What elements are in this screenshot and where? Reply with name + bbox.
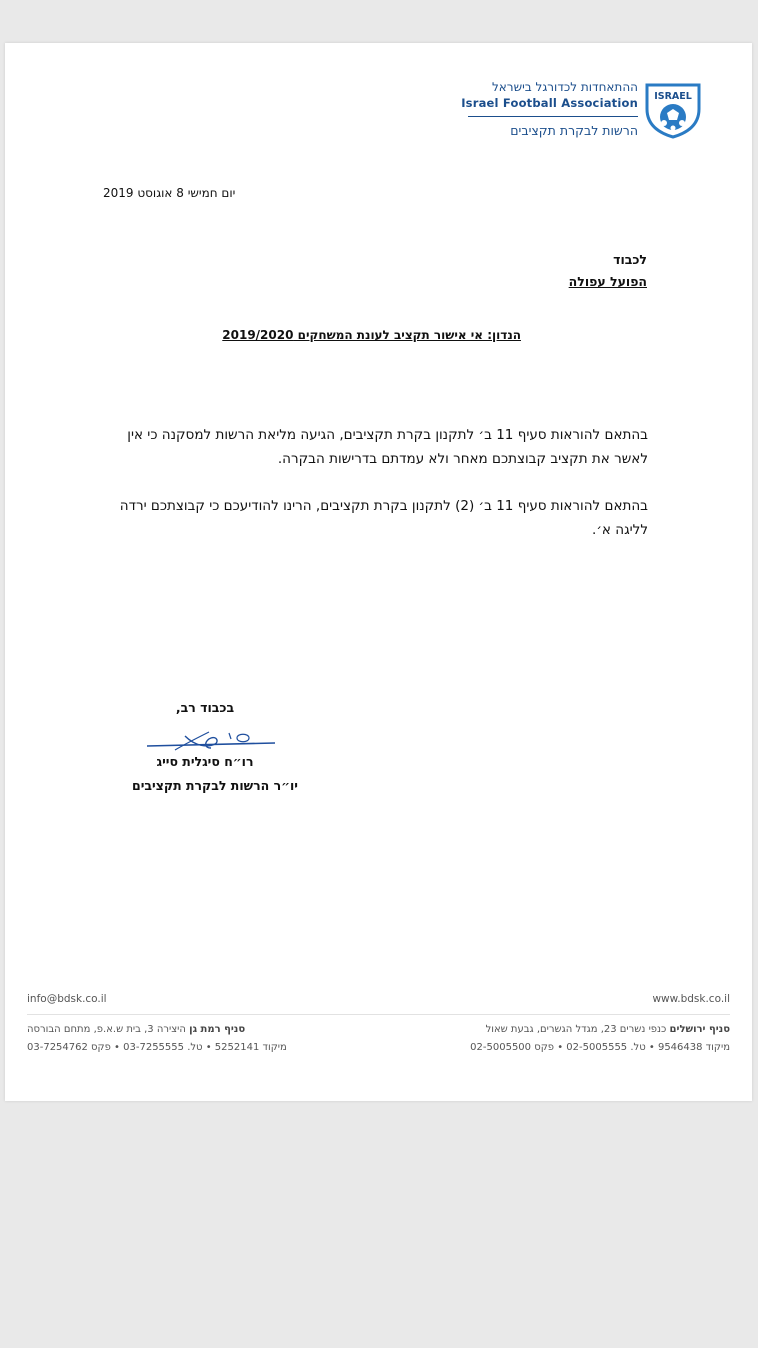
letter-date: יום חמישי 8 אוגוסט 2019 — [103, 186, 236, 200]
footer-ramat-gan-address — [27, 1024, 245, 1035]
org-name-english: Israel Football Association — [461, 96, 638, 110]
recipient-name: הפועל עפולה — [568, 274, 647, 289]
signer-name: רו״ח סיגלית סייג — [156, 754, 254, 769]
jerusalem-address: כנפי נשרים 23, מגדל הגשרים, גבעת שאול — [485, 1024, 667, 1035]
footer-jerusalem-address — [486, 1024, 730, 1035]
letter-subject: הנדון: אי אישור תקציב לעונת המשחקים 2019/2020 — [222, 328, 521, 342]
paragraph-relegation: בהתאם להוראות סעיף 11 ב׳ (2) לתקנון בקרת תקציבים, הרינו להודיעכם כי קבוצתכם ירדה לליגה א׳. — [119, 498, 648, 538]
ifa-logo-icon — [643, 79, 703, 139]
org-name-hebrew: ההתאחדות לכדורגל בישראל — [491, 80, 638, 94]
signer-title: יו״ר הרשות לבקרת תקציבים — [132, 778, 298, 793]
header-divider — [468, 116, 638, 117]
footer-email[interactable]: info@bdsk.co.il — [27, 993, 107, 1005]
footer-jerusalem-contact: מיקוד 9546438 • טל. 02-5005555 • פקס 02-5005500 — [470, 1042, 730, 1053]
handwritten-signature — [145, 724, 285, 754]
closing-salutation: בכבוד רב, — [175, 700, 235, 715]
letter-page — [5, 43, 752, 1101]
jerusalem-branch-label: סניף ירושלים — [669, 1024, 730, 1035]
footer-website[interactable]: www.bdsk.co.il — [652, 993, 730, 1005]
ramat-gan-address: היצירה 3, בית ש.א.פ, מתחם הבורסה — [27, 1024, 186, 1035]
paragraph-budget-rejection: בהתאם להוראות סעיף 11 ב׳ לתקנון בקרת תקציבים, הגיעה מליאת הרשות למסקנה כי אין לאשר את תקציב קבוצתכם מאחר ולא עמדתם בדרישות הבקרה. — [127, 427, 648, 467]
logo-text: ISRAEL — [654, 91, 692, 102]
footer-ramat-gan-contact: מיקוד 5252141 • טל. 03-7255555 • פקס 03-7254762 — [27, 1042, 287, 1053]
recipient-label: לכבוד — [613, 252, 647, 267]
footer-divider — [27, 1014, 730, 1015]
ramat-gan-branch-label: סניף רמת גן — [189, 1024, 246, 1035]
authority-name: הרשות לבקרת תקציבים — [510, 123, 638, 138]
